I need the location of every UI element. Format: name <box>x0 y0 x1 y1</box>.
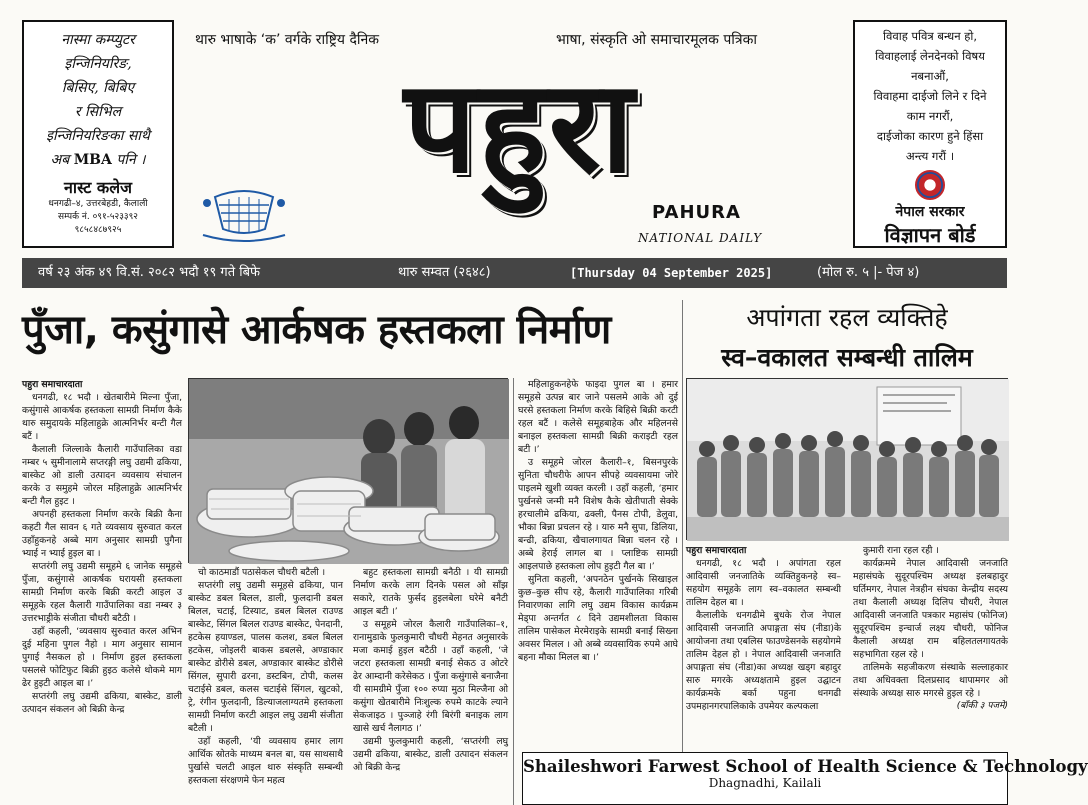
side-headline <box>686 298 1008 378</box>
paragraph: धनगढी, १८ भदौ । खेतबारीमे मिल्ना पुँजा, कसुंगासे आकर्षक हस्तकला सामग्री निर्माण कैके थारु समुदायके महिलाहुक्रे आत्मनिर्भर बन्टी गैल बटैं । <box>22 392 182 442</box>
paragraph: कुमारी राना रहल रही । <box>863 545 939 556</box>
paragraph: सप्तरंगी लघु उद्यमी समूहमे ६ जानेक समूहसे पुँजा, कसुंगासे आकर्षक घरायसी हस्तकला सामग्री निर्माण करके बिक्री करटी आइल उ समूहके रहल कैलारी गाउँपालिका वडा नम्बर ३ उत्तरभाड्रीके संजीता चौधरी बटैठी । <box>22 561 182 624</box>
ad-line: विवाह पवित्र बन्धन हो, <box>882 29 978 43</box>
college-address: धनगढी–४, उत्तरबेहडी, कैलाली <box>48 199 148 209</box>
ad-nast-college <box>22 20 174 248</box>
tharu-era: थारु सम्वत (२६४८) <box>398 265 491 280</box>
ad-line: र सिभिल <box>74 104 122 120</box>
column-rule <box>513 378 514 805</box>
paragraph: उद्यमी फुलकुमारी कहली, ‘सप्तरंगी लघु उद्यमी ढकिया, बास्केट, डाली उत्पादन संकलन ओ बिक्री केन्द्र <box>353 736 508 773</box>
ad-line: काम नगरौं, <box>906 109 954 123</box>
school-name: Shaileshwori Farwest School of Health Science & Technology <box>523 757 1088 776</box>
school-banner-ad <box>522 752 1088 805</box>
paragraph: चो काठमाडौं पठासेकल चौधरी बटैली । <box>198 567 326 578</box>
ad-line: बिसिए, बिबिए <box>61 80 135 96</box>
ad-dowry-awareness <box>853 20 1007 248</box>
paragraph: उ समूहमे जोरल कैलारी गाउँपालिका–१, रानामुडाके फुलकुमारी चौधरी मेहनत अनुसारके मजा कमाई हुइल बटैठी । उहाँ कहली, ‘जे जटरा हस्तकला सामग्री बनाई सेकठ उ ओटरे ढेर आम्दानी करेसेकठ । पुँजा कसुंगासे बनाजैना यी सामग्रीमे पुँजा १०० रुप्या मुठा मिल्जैना ओ कसुंगा खेतबारीमे निःशुल्क रुपमे काटके ल्याने सेकजाइठ । पुञ्जाहे रंगी बिरंगी बनाइक लाग खासे खर्च नैलागठ ।’ <box>353 619 508 734</box>
paragraph: महिलाहुकनहेफे फाइदा पुगल बा । हमार समूहसे उत्पन्न बार जाने पसलमे आके ओ दुई घरसे हस्तकला निर्माण करके बिहिसे बिक्री करटी रहल बटैं । कलेसे समूहबाहेक और महिलनसे बनाइल हस्तकला सामग्री बिक्री कराइटी रहल बटी ।’ <box>518 379 678 455</box>
school-location: Dhagnadhi, Kailali <box>708 776 822 790</box>
issue-info: वर्ष २३ अंक ४९ वि.सं. २०८२ भदौ १९ गते बिफे <box>38 265 261 280</box>
ad-line: इन्जिनियरिङका साथै <box>46 128 150 144</box>
byline: पहुरा समाचारदाता <box>686 545 747 556</box>
ad-line <box>28 148 168 172</box>
handicraft-baskets-illustration <box>189 379 509 564</box>
tagline-left: थारु भाषाके ‘क’ वर्गके राष्ट्रिय दैनिक <box>195 32 380 48</box>
paragraph: उ समूहमे जोरल कैलारी–१, बिसनपुरके सुनिता चौधरीफे आपन सीपहे व्यवसायमा जोरे पाइलमे खुशी व्यक्त करली । उहाँ कहली, ‘हमार पुर्खनसे जन्मी मनै विशेष कैके खेतीपाती सेक्के हरचालीमे ढकिया, ढक्ली, पैनस टोपी, डेलुवा, भौका बिन्ना प्रचलन रहे । यारु मनै सुपा, डिलिया, बन्ढी, ढकिया, खैचालगायत बिन्ना चलन रहे । अब्बे हेराई लागल बा । प्लाष्टिक सामग्री आइलपाछे हस्तकला लोप हुइटी गैल बा ।’ <box>518 457 678 572</box>
paragraph: बहुट हस्तकला सामग्री बनैठी । यी सामग्री निर्माण करके लाग दिनके पसल ओ साँझ सकारे, रातके फुर्सद हुइलबेला घरेमे बनैटी आइल बटी ।’ <box>353 567 508 617</box>
ad-line: इन्जिनियरिङ, <box>64 56 132 72</box>
paragraph: कैलाली जिल्लाके कैलारी गाउँपालिका वडा नम्बर ५ सुमीनालामे सप्तरङ्गी लघु उद्यमी ढकिया, बास्केट ओ डाली उत्पादन व्यवसाय संचालन करके उ समुहमे जोरल महिलाहुक्रे आत्मनिर्भर बन्टी गैल हुइट । <box>22 444 182 507</box>
ad-word: पनि । <box>116 152 146 168</box>
lead-article-column-2 <box>188 566 508 805</box>
training-group-illustration <box>687 379 1009 541</box>
ad-line: नबनाऔं, <box>911 69 949 83</box>
nepal-government-seal-icon <box>915 170 945 200</box>
paragraph: धनगढी, १८ भदौ । अपांगता रहल आदिवासी जनजातिके व्यक्तिहुकनहे स्व–सहयोग समूहके लाग स्व–वकालत सम्बन्धी तालिम देहल बा । <box>686 558 841 608</box>
college-mobile: ९८५८४८७९२५ <box>74 225 122 235</box>
college-name: नास्ट कलेज <box>64 178 132 197</box>
ad-line: विवाहलाई लेनदेनको विषय <box>875 49 985 63</box>
byline: पहुरा समाचारदाता <box>22 379 83 390</box>
paragraph: उहाँ कहली, ‘यी व्यवसाय हमार लाग आर्थिक स्रोतके माध्यम बनल बा, यस साथसाथै पुर्खासे चलटी आइल थारु संस्कृति सम्बन्धी हस्तकला संरक्षणमे फेन महत्व <box>188 736 343 786</box>
dateline-bar <box>22 258 1007 288</box>
ad-line: नास्मा कम्प्युटर <box>61 32 135 48</box>
paragraph: कैलालीके धनगढीमे बुधके रोज नेपाल आदिवासी जनजाति अपाङ्गता संघ (नीडा)के आयोजना तथा एबलिस फाउण्डेसनके सहयोगमे तालिम देहल हो । नेपाल आदिवासी जनजाति अपाङ्गता संघ (नीडा)का अध्यक्ष खड्ग बहादुर सारु मगरके अध्यक्षतामे हुइल उद्घाटन कार्यक्रमके बर्का पहुना धनगढी उपमहानगरपालिकाके उपमेयर कल्पकला <box>686 610 841 712</box>
board-label: विज्ञापन बोर्ड <box>884 223 976 247</box>
ad-line: विवाहमा दाईजो लिने र दिने <box>873 89 987 103</box>
paragraph: कार्यक्रममे नेपाल आदिवासी जनजाति महासंघके सुदूरपश्चिम अध्यक्ष इलबहादुर घर्तिमगर, नेपाल नेत्रहीन संघका केन्द्रीय सदस्य तथा कैलाली अध्यक्ष दिलिप चौधरी, नेपाल आदिवासी जनजाति पत्रकार महासंघ (फोनिज) सुदूरपश्चिम इन्चार्ज लक्ष्य चौधरी, फोनिज कैलाली अध्यक्ष राम बहिलतलगायतके सहभागिता रहल रहे । <box>853 558 1008 660</box>
handicraft-photo <box>188 378 508 563</box>
paragraph: सप्तरंगी लघु उद्यमी ढकिया, बास्केट, डाली उत्पादन संकलन ओ बिक्री केन्द्र <box>22 691 182 715</box>
gov-label: नेपाल सरकार <box>895 204 965 220</box>
side-headline-line1: अपांगता रहल व्यक्तिहे <box>746 303 948 332</box>
paper-nameplate: पहुरा <box>403 52 637 202</box>
side-headline-line2: स्व–वकालत सम्बन्धी तालिम <box>721 343 973 372</box>
lead-headline: पुँजा, कसुंगासे आर्कषक हस्तकला निर्माण <box>22 307 611 353</box>
paragraph: अपनही हस्तकला निर्माण करके बिक्री कैना कहटी गैल सावन ६ गते व्यवसाय सुरुवात करल उहाँहुकनहे अब्बे माग अनुसार सामग्री पुगैना भ्याई न भ्याई हुइल बा । <box>22 509 182 559</box>
paragraph: सुनिता कहली, ‘अपनठेन पुर्खनके सिखाइल कुछ–कुछ सीप रहे, कैलारी गाउँपालिका गरिबी निवारणका लागि लघु उद्यम विकास कार्यक्रम मेड्पा अन्तर्गत ८ दिने उद्यमशीलता विकास तालिम पासेकल मेरमेराइके सामग्री बनाई सिख्ना अवसर मिलल । ओ अब्बे व्यवसायिक रुपमे आघे बहना मौका मिलल बा ।’ <box>518 574 678 663</box>
paragraph: उहाँ कहली, ‘व्यवसाय सुरुवात करल अभिन दुई महिना पुगल नैहो । माग अनुसार सामान पुगाई नैसकल हो । निर्माण हुइल हस्तकला पसलसे फोटिफुट बिक्री हुइठ कलेसे थोकमे माग ढेर हुइटी आइल बा ।’ <box>22 626 182 689</box>
lead-article-column-3 <box>518 378 678 805</box>
paragraph: तालिमके सहजीकरण संस्थाके सल्लाहकार तथा अधिवक्ता दिलप्रसाद थापामगर ओ संस्थाके अध्यक्ष सारु मगरसे हुइल रहे । <box>853 662 1008 699</box>
training-group-photo <box>686 378 1008 540</box>
continued-note: (बाँकी ३ पजमे) <box>956 701 1008 711</box>
ad-line: दाईजोका कारण हुने हिंसा <box>876 129 984 143</box>
ad-mba: MBA <box>73 152 112 168</box>
paper-name-latin: PAHURA <box>652 202 741 223</box>
paragraph: सप्तरंगी लघु उद्यमी समूहसे ढकिया, पान बास्केट डबल बिलल, डाली, फुलदानी डबल बिलल, चटाई, टिस्याट, डबल बिलल राउण्ड बास्केट, सिंगल बिलल राउण्ड बास्केट, पेनदानी, हटकेस हयाण्डल, पालस कलश, डबल बिलल हटकेस, जोइलरी बाकस डबलसे, अण्डाकार बास्केट डोरीसे डबल, अण्डाकार बास्केट डोरीसे सिंगल, सुपारी ढरना, डस्टबिन, टोपी, कलस चटाईसे डबल, कलस चटाईसे सिंगल, खुटको, ट्रे, रंगीन फुलदानी, डिल्याजलाग्यतमे हस्तकला सामग्री निर्माण करटी आइल लघु उद्यमी संजीता बटैली । <box>188 580 343 734</box>
paper-subtitle: NATIONAL DAILY <box>638 231 763 245</box>
english-date: [Thursday 04 September 2025] <box>570 266 773 280</box>
price-pages: (मोल रु. ५ |- पेज ४) <box>817 265 920 280</box>
lead-article-column-1 <box>22 378 182 805</box>
column-rule <box>682 300 683 805</box>
ad-word: अब <box>50 152 70 168</box>
side-article-body <box>686 544 1008 744</box>
college-contact: सम्पर्क नं. ०९१-५२३३९२ <box>58 212 138 222</box>
tagline-right: भाषा, संस्कृति ओ समाचारमूलक पत्रिका <box>556 32 758 48</box>
ad-line: अन्त्य गरौं । <box>905 149 955 163</box>
handicraft-basket-logo <box>195 185 293 243</box>
